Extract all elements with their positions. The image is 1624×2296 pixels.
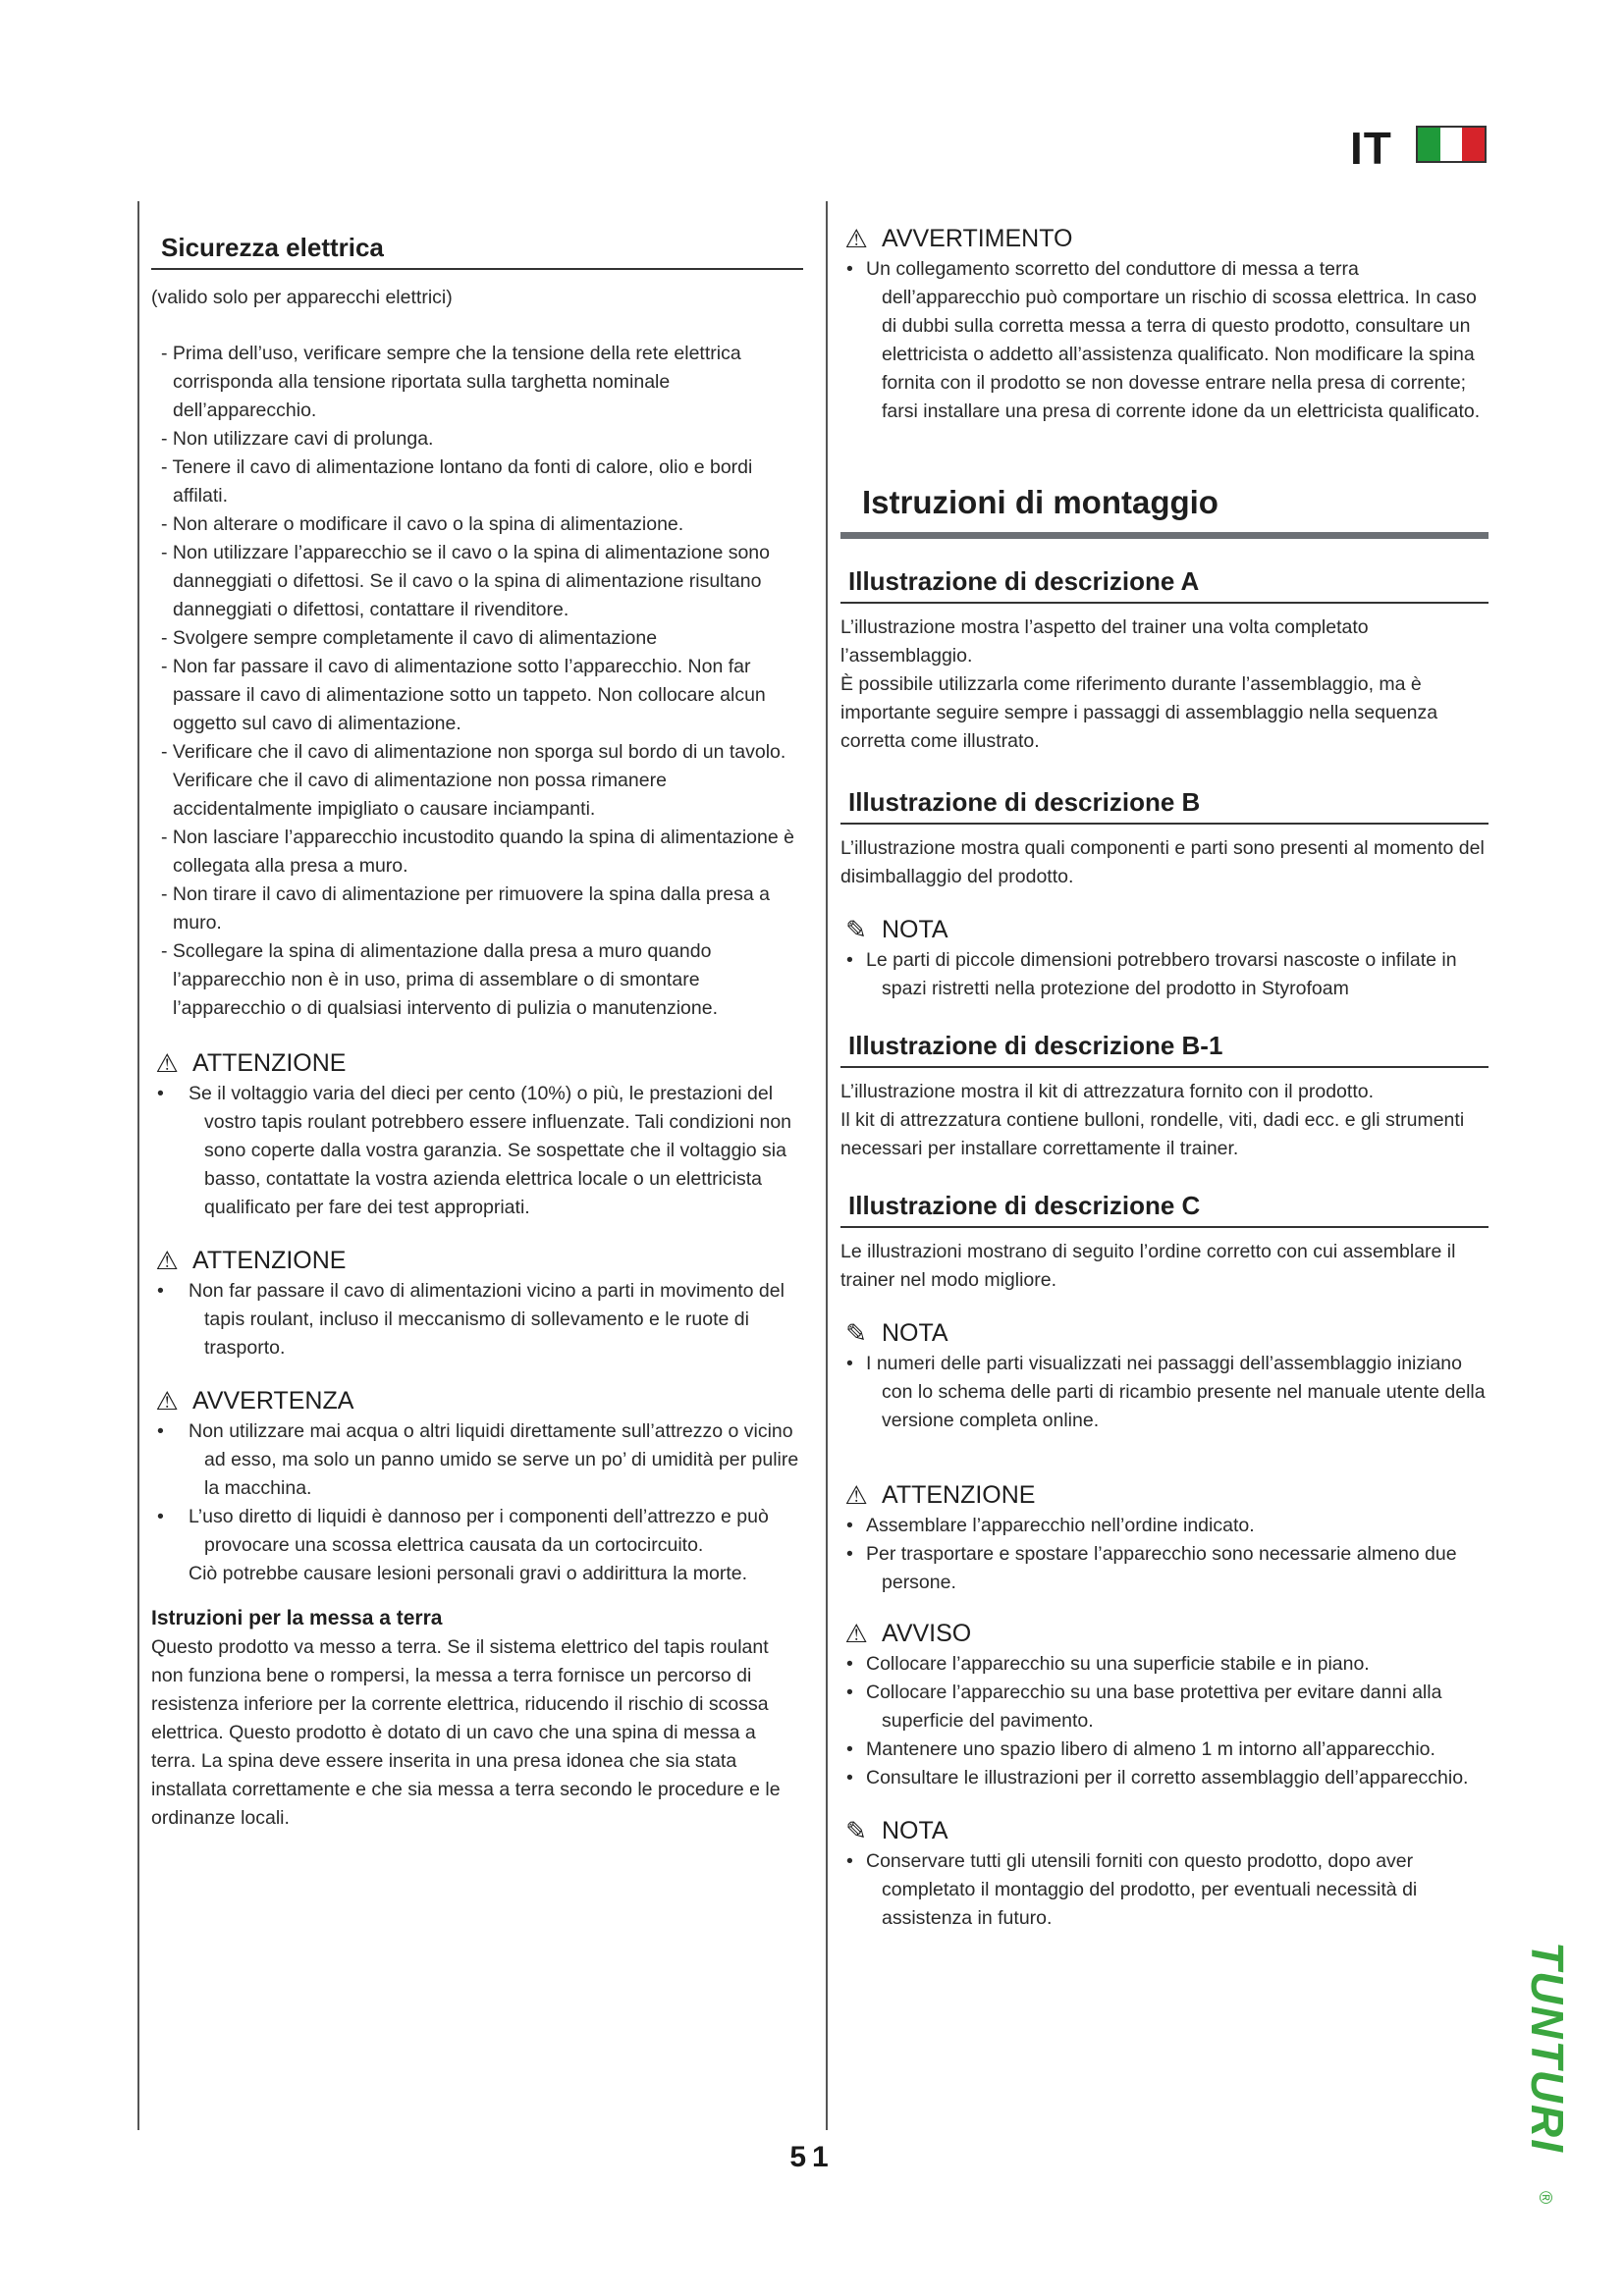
list-item: • Le parti di piccole dimensioni potrebbero trovarsi nascoste o infilate in spazi ristretti nella protezione del prodotto in Styrofoam bbox=[840, 946, 1489, 1003]
section-title-b: Illustrazione di descrizione B bbox=[840, 785, 1489, 825]
list-item: • Consultare le illustrazioni per il corretto assemblaggio dell’apparecchio. bbox=[840, 1764, 1489, 1792]
warning-triangle-icon: ⚠ bbox=[844, 1619, 868, 1648]
list-item: • I numeri delle parti visualizzati nei passaggi dell’assemblaggio iniziano con lo schema delle parti di ricambio presente nel manuale utente della versione completa online. bbox=[840, 1350, 1489, 1435]
attention-list bbox=[840, 1512, 1489, 1597]
list-item: - Non utilizzare cavi di prolunga. bbox=[161, 428, 434, 450]
brand-wordmark: TUNTURI bbox=[1522, 1942, 1573, 2154]
note-pencil-icon: ✎ bbox=[845, 1816, 867, 1845]
section-subtitle: (valido solo per apparecchi elettrici) bbox=[151, 287, 453, 308]
note-heading bbox=[840, 1814, 1489, 1847]
bullet-icon: • bbox=[846, 949, 853, 971]
note-heading bbox=[840, 913, 1489, 946]
section-b1-text-1: L’illustrazione mostra il kit di attrezzatura fornito con il prodotto. bbox=[840, 1081, 1375, 1102]
note-label: NOTA bbox=[882, 1817, 948, 1844]
note-pencil-icon: ✎ bbox=[845, 915, 867, 944]
warning-list bbox=[840, 255, 1489, 426]
bullet-icon: • bbox=[846, 1682, 853, 1703]
section-title-c: Illustrazione di descrizione C bbox=[840, 1189, 1489, 1228]
section-b1-text-2: Il kit di attrezzatura contiene bulloni, rondelle, viti, dadi ecc. e gli strumenti necessari per installare correttamente il trainer. bbox=[840, 1109, 1465, 1159]
bullet-icon: • bbox=[846, 1738, 853, 1760]
list-item: • Per trasportare e spostare l’apparecchio sono necessarie almeno due persone. bbox=[840, 1540, 1489, 1597]
attention-label: ATTENZIONE bbox=[192, 1049, 347, 1077]
list-item: • Conservare tutti gli utensili forniti con questo prodotto, dopo aver completato il montaggio del prodotto, per eventuali necessità di assistenza in futuro. bbox=[840, 1847, 1489, 1933]
warning-triangle-icon: ⚠ bbox=[155, 1048, 179, 1078]
section-b-text: L’illustrazione mostra quali componenti e parti sono presenti al momento del disimballaggio del prodotto. bbox=[840, 837, 1485, 887]
list-item: • Non utilizzare mai acqua o altri liquidi direttamente sull’attrezzo o vicino ad esso, ma solo un panno umido se serve un po’ di umidità per pulire la macchina. bbox=[151, 1417, 799, 1503]
grounding-text: Questo prodotto va messo a terra. Se il sistema elettrico del tapis roulant non funziona bene o rompersi, la messa a terra fornisce un percorso di resistenza inferiore per la corrente elettrica, riducendo il rischio di scossa elettrica. Questo prodotto è dotato di un cavo che una spina di messa a terra. La spina deve essere inserita in una presa idonea che sia stata installata correttamente e che sia messa a terra secondo le procedure e le ordinanze locali. bbox=[151, 1636, 781, 1829]
warning-heading bbox=[840, 222, 1489, 255]
tunturi-logo bbox=[1512, 1934, 1581, 2228]
center-column-rule bbox=[826, 201, 828, 2130]
list-item: • Non far passare il cavo di alimentazioni vicino a parti in movimento del tapis roulant, incluso il meccanismo di sollevamento e le ruote di trasporto. bbox=[151, 1277, 799, 1362]
note-list bbox=[840, 1847, 1489, 1933]
list-item: • Collocare l’apparecchio su una superficie stabile e in piano. bbox=[840, 1650, 1489, 1679]
attention-label: ATTENZIONE bbox=[882, 1481, 1036, 1509]
safety-list bbox=[151, 340, 799, 1023]
list-item: - Prima dell’uso, verificare sempre che la tensione della rete elettrica corrisponda alla tensione riportata sulla targhetta nominale dell’apparecchio. bbox=[161, 343, 741, 421]
bullet-icon: • bbox=[846, 1543, 853, 1565]
warning-label: AVVERTIMENTO bbox=[882, 225, 1073, 252]
warning-triangle-icon: ⚠ bbox=[844, 1480, 868, 1510]
flag-stripe-white bbox=[1440, 128, 1463, 161]
attention-heading bbox=[151, 1046, 799, 1080]
list-item: - Scollegare la spina di alimentazione dalla presa a muro quando l’apparecchio non è in uso, prima di assemblare o di smontare l’apparecchio o di qualsiasi intervento di pulizia o manutenzione. bbox=[161, 940, 719, 1019]
list-item: • Assemblare l’apparecchio nell’ordine indicato. bbox=[840, 1512, 1489, 1540]
list-item: • L’uso diretto di liquidi è dannoso per i componenti dell’attrezzo e può provocare una scossa elettrica causata da un cortocircuito. Ciò potrebbe causare lesioni personali gravi o addirittura la morte. bbox=[151, 1503, 799, 1588]
bullet-icon: • bbox=[157, 1420, 164, 1442]
bullet-icon: • bbox=[846, 1850, 853, 1872]
note-label: NOTA bbox=[882, 1319, 948, 1347]
right-column bbox=[840, 222, 1489, 1933]
bullet-icon: • bbox=[846, 1515, 853, 1536]
list-item: - Non far passare il cavo di alimentazione sotto l’apparecchio. Non far passare il cavo di alimentazione sotto un tappeto. Non collocare alcun oggetto sul cavo di alimentazione. bbox=[161, 656, 766, 734]
bullet-icon: • bbox=[157, 1506, 164, 1527]
list-item: - Verificare che il cavo di alimentazione non sporga sul bordo di un tavolo. Verificare che il cavo di alimentazione non possa rimanere accidentalmente impigliato o causare inciampanti. bbox=[161, 741, 786, 820]
bullet-icon: • bbox=[846, 1767, 853, 1789]
flag-stripe-red bbox=[1462, 128, 1485, 161]
section-c-text: Le illustrazioni mostrano di seguito l’ordine corretto con cui assemblare il trainer nel modo migliore. bbox=[840, 1241, 1456, 1291]
grounding-title: Istruzioni per la messa a terra bbox=[151, 1607, 443, 1629]
warning-tail: Ciò potrebbe causare lesioni personali gravi o addirittura la morte. bbox=[189, 1563, 748, 1584]
list-item: - Svolgere sempre completamente il cavo di alimentazione bbox=[161, 627, 658, 649]
list-item: • Collocare l’apparecchio su una base protettiva per evitare danni alla superficie del pavimento. bbox=[840, 1679, 1489, 1735]
warning-triangle-icon: ⚠ bbox=[844, 224, 868, 253]
warning-list bbox=[151, 1417, 799, 1588]
left-column bbox=[151, 231, 799, 1833]
notice-label: AVVISO bbox=[882, 1620, 972, 1647]
warning-label: AVVERTENZA bbox=[192, 1387, 354, 1415]
note-list bbox=[840, 946, 1489, 1003]
assembly-title: Istruzioni di montaggio bbox=[840, 483, 1489, 539]
list-item: - Non tirare il cavo di alimentazione per rimuovere la spina dalla presa a muro. bbox=[161, 883, 770, 934]
bullet-icon: • bbox=[157, 1083, 164, 1104]
list-item: • Mantenere uno spazio libero di almeno 1 m intorno all’apparecchio. bbox=[840, 1735, 1489, 1764]
list-item: - Non utilizzare l’apparecchio se il cavo o la spina di alimentazione sono danneggiati o difettosi. Se il cavo o la spina di alimentazione risultano danneggiati o difettosi, contattare il rivenditore. bbox=[161, 542, 771, 620]
section-title-a: Illustrazione di descrizione A bbox=[840, 564, 1489, 604]
attention-heading bbox=[840, 1478, 1489, 1512]
language-code: IT bbox=[1350, 123, 1392, 174]
attention-list bbox=[151, 1080, 799, 1222]
list-item: - Tenere il cavo di alimentazione lontano da fonti di calore, olio e bordi affilati. bbox=[161, 456, 753, 507]
note-label: NOTA bbox=[882, 916, 948, 943]
attention-list bbox=[151, 1277, 799, 1362]
notice-list bbox=[840, 1650, 1489, 1792]
notice-heading bbox=[840, 1617, 1489, 1650]
list-item: • Se il voltaggio varia del dieci per cento (10%) o più, le prestazioni del vostro tapis roulant potrebbero essere influenzate. Tali condizioni non sono coperte dalla vostra garanzia. Se sospettate che il voltaggio sia basso, contattate la vostra azienda elettrica locale o un elettricista qualificato per fare dei test appropriati. bbox=[151, 1080, 799, 1222]
note-heading bbox=[840, 1316, 1489, 1350]
warning-heading bbox=[151, 1384, 799, 1417]
brand-registered-mark: ® bbox=[1536, 2191, 1555, 2205]
list-item: - Non lasciare l’apparecchio incustodito quando la spina di alimentazione è collegata alla presa a muro. bbox=[161, 827, 794, 877]
list-item: • Un collegamento scorretto del conduttore di messa a terra dell’apparecchio può comportare un rischio di scossa elettrica. In caso di dubbi sulla corretta messa a terra di questo prodotto, consultare un elettricista o addetto all’assistenza qualificato. Non modificare la spina fornita con il prodotto se non dovesse entrare nella presa di corrente; farsi installare una presa di corrente idone da un elettricista qualificato. bbox=[840, 255, 1489, 426]
section-a-text-2: È possibile utilizzarla come riferimento durante l’assemblaggio, ma è importante seguire sempre i passaggi di assemblaggio nella sequenza corretta come illustrato. bbox=[840, 673, 1438, 752]
note-list bbox=[840, 1350, 1489, 1435]
attention-label: ATTENZIONE bbox=[192, 1247, 347, 1274]
note-pencil-icon: ✎ bbox=[845, 1318, 867, 1348]
bullet-icon: • bbox=[157, 1280, 164, 1302]
page-number: 51 bbox=[789, 2141, 835, 2173]
warning-triangle-icon: ⚠ bbox=[155, 1386, 179, 1415]
bullet-icon: • bbox=[846, 258, 853, 280]
attention-heading bbox=[151, 1244, 799, 1277]
section-title-b1: Illustrazione di descrizione B-1 bbox=[840, 1029, 1489, 1068]
flag-stripe-green bbox=[1418, 128, 1440, 161]
italian-flag-icon bbox=[1416, 126, 1487, 163]
bullet-icon: • bbox=[846, 1653, 853, 1675]
section-title-electrical-safety: Sicurezza elettrica bbox=[151, 231, 803, 270]
warning-triangle-icon: ⚠ bbox=[155, 1246, 179, 1275]
bullet-icon: • bbox=[846, 1353, 853, 1374]
left-column-rule bbox=[137, 201, 139, 2130]
section-a-text-1: L’illustrazione mostra l’aspetto del trainer una volta completato l’assemblaggio. bbox=[840, 616, 1369, 667]
list-item: - Non alterare o modificare il cavo o la spina di alimentazione. bbox=[161, 513, 684, 535]
